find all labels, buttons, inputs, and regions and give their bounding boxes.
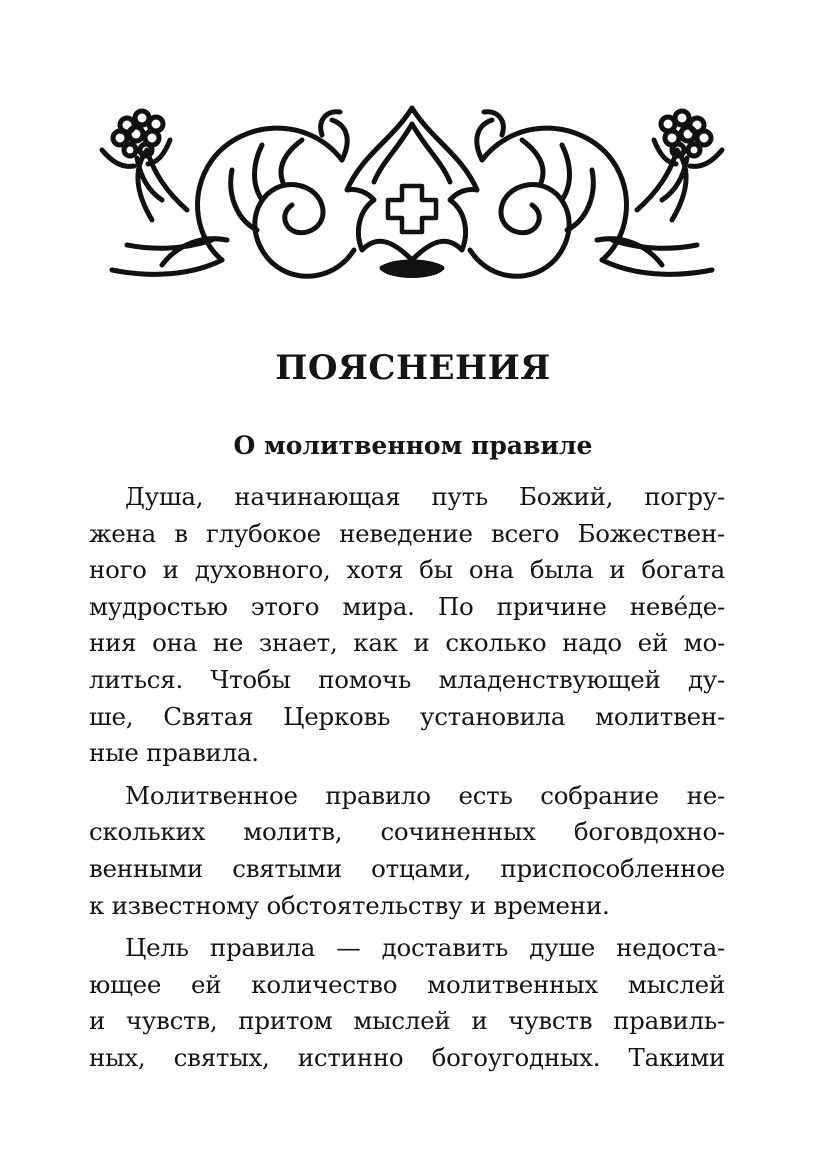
paragraph-3 xyxy=(89,930,725,1076)
chapter-title: ПОЯСНЕНИЯ xyxy=(275,348,551,388)
text-line: и чувств, притом мыслей и чувств правиль- xyxy=(89,1006,725,1036)
text-line: венными святыми отцами, приспособленное xyxy=(89,853,725,883)
body-text xyxy=(89,479,725,1083)
text-line: мудростью этого мира. По причине неве́де- xyxy=(89,591,725,621)
text-line: литься. Чтобы помочь младенствующей ду- xyxy=(89,664,725,694)
text-line: Цель правила — доставить душе недоста- xyxy=(125,933,725,963)
text-line: ния она не знает, как и сколько надо ей мо- xyxy=(89,628,725,658)
text-line: Душа, начинающая путь Божий, погру- xyxy=(125,482,725,511)
text-line: жена в глубокое неведение всего Божествен- xyxy=(89,518,725,548)
text-line: скольких молитв, сочиненных боговдохно- xyxy=(89,817,725,847)
text-line: ных, святых, истинно богоугодных. Такими xyxy=(89,1042,725,1072)
paragraph-2 xyxy=(89,778,725,924)
text-line: ющее ей количество молитвенных мыслей xyxy=(89,969,725,999)
section-subtitle: О молитвенном правиле xyxy=(233,431,593,460)
floral-ornament-headpiece xyxy=(92,100,732,290)
text-line: ного и духовного, хотя бы она была и богата xyxy=(89,555,725,585)
text-line: к известному обстоятельству и времени. xyxy=(89,890,610,920)
text-line: ные правила. xyxy=(89,738,259,768)
text-line: ше, Святая Церковь установила молитвен- xyxy=(89,701,725,731)
paragraph-1 xyxy=(89,479,725,772)
text-line: Молитвенное правило есть собрание не- xyxy=(125,780,725,810)
